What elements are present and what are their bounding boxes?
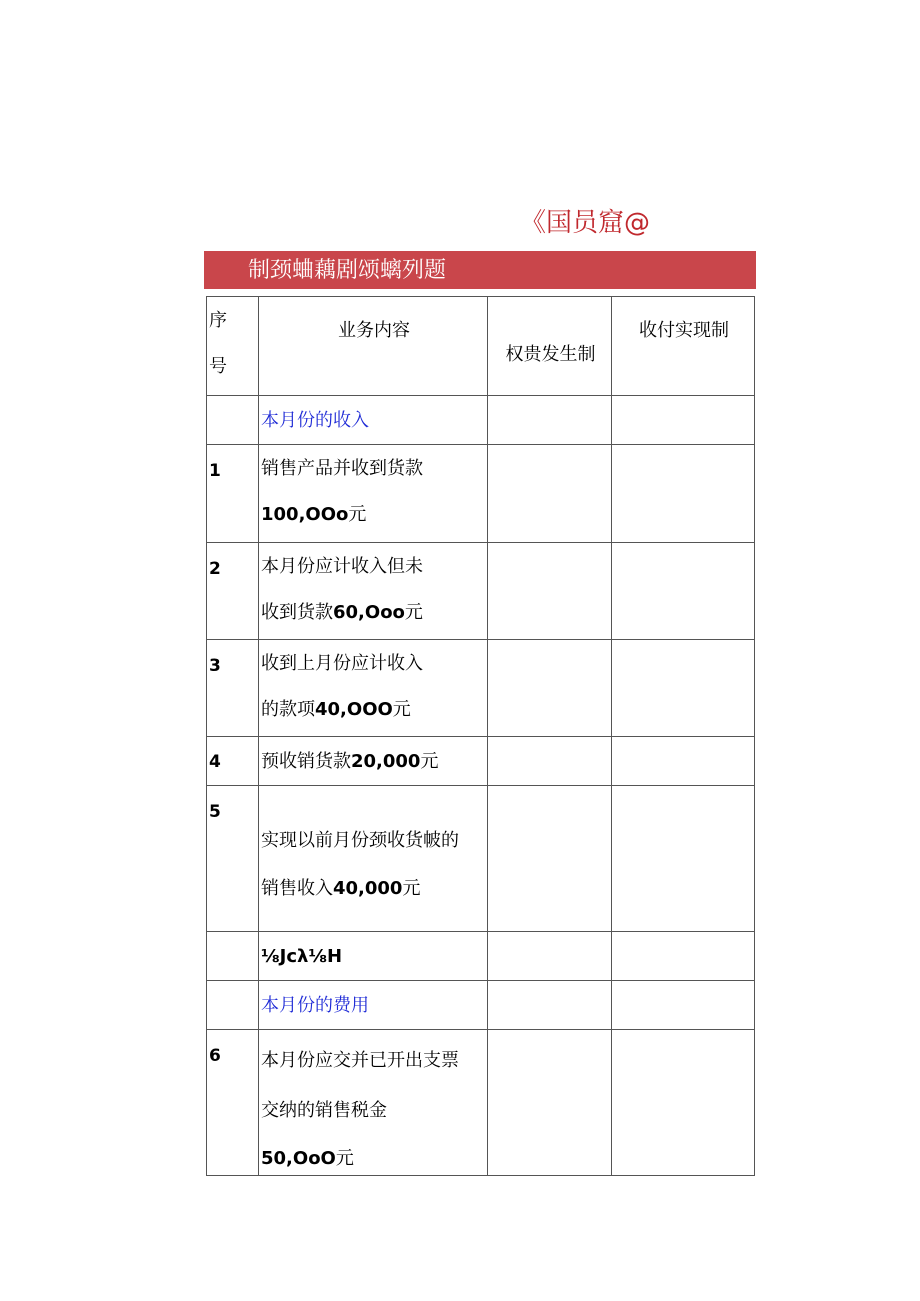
row-amount: 50,OoO	[261, 1148, 336, 1169]
table-row: 5 实现以前月份颈收货帔的 销售收入40,000元	[207, 786, 755, 932]
table-row: 2 本月份应计收入但未 收到货款60,Ooo元	[207, 543, 755, 640]
header-cash-label: 收付实现制	[639, 320, 729, 341]
header-accrual	[488, 297, 612, 396]
row-number: 5	[209, 802, 221, 822]
row-content-line1: 本月份应交并已开出支票	[261, 1050, 459, 1071]
row-content-line1: 收到上月份应计收入	[261, 653, 423, 674]
row-amount: 40,OOO	[315, 699, 393, 720]
row-number: 4	[209, 752, 221, 772]
row-content-line1: 本月份应计收入但未	[261, 556, 423, 577]
row-amount: 20,000	[351, 751, 421, 772]
row-number: 6	[209, 1046, 221, 1066]
header-cash	[612, 297, 755, 396]
header-content-label: 业务内容	[338, 320, 410, 341]
row-content-line1: 实现以前月份颈收货帔的	[261, 830, 459, 851]
business-table	[206, 296, 755, 1176]
section-banner: 制颈蛐藕剧颂螭列题	[204, 251, 756, 289]
row-content-line1: 销售产品并收到货款	[261, 458, 423, 479]
row-amount: 100,OOo	[261, 504, 349, 525]
row-number: 1	[209, 461, 221, 481]
table-row: 4 预收销货款20,000元	[207, 737, 755, 786]
table-row: 1 销售产品并收到货款 100,OOo元	[207, 445, 755, 543]
section-expense-label: 本月份的费用	[261, 995, 369, 1016]
section-income-label: 本月份的收入	[261, 410, 369, 431]
row-number: 2	[209, 559, 221, 579]
header-accrual-label: 权贵发生制	[505, 344, 596, 365]
table-row	[207, 396, 755, 445]
table-row: 3 收到上月份应计收入 的款项40,OOO元	[207, 640, 755, 737]
row-amount: 40,000	[333, 878, 403, 899]
row-number: 3	[209, 656, 221, 676]
table-row	[207, 981, 755, 1030]
table-row: 6 本月份应交并已开出支票 交纳的销售税金 50,OoO元	[207, 1030, 755, 1176]
table-row	[207, 932, 755, 981]
header-seq-line1: 序	[209, 310, 227, 331]
header-row	[207, 297, 755, 396]
header-seq-line2: 号	[209, 356, 227, 377]
row-amount: 60,Ooo	[333, 602, 405, 623]
document-title: 《国员窟@	[520, 208, 651, 238]
row-content-line2: 交纳的销售税金	[261, 1100, 387, 1121]
subtotal-label: ⅛Jcλ⅛H	[261, 946, 343, 967]
header-content	[259, 297, 488, 396]
header-seq	[207, 297, 259, 396]
